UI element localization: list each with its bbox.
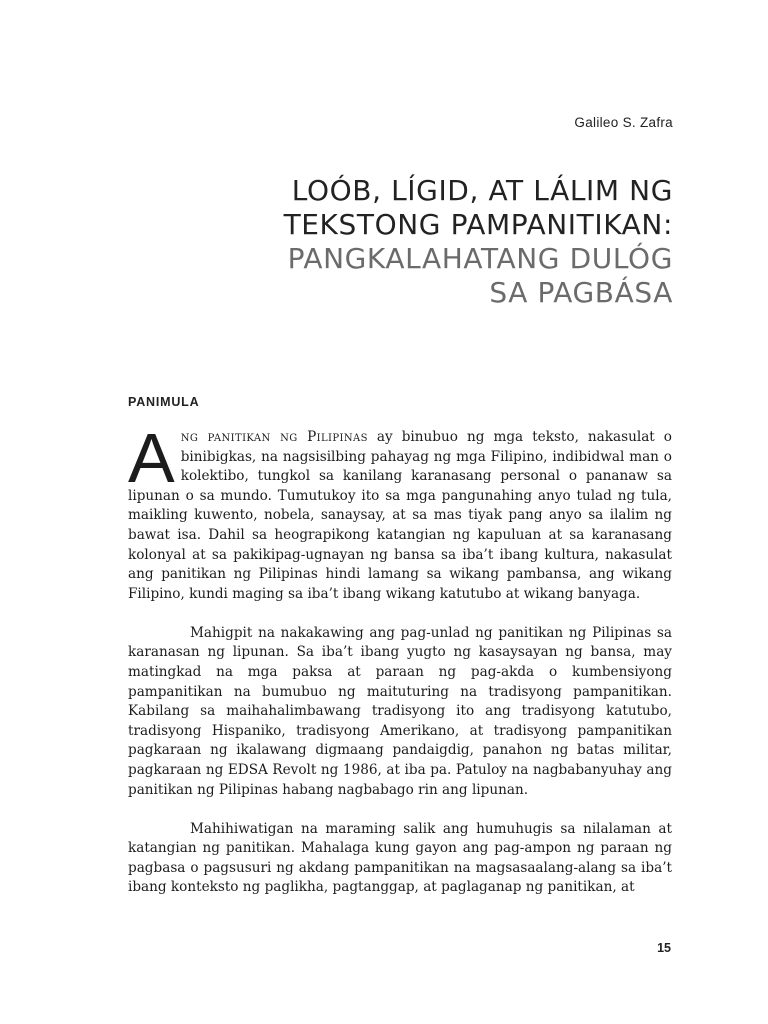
- drop-cap: A: [128, 419, 175, 497]
- subtitle-line-2: SA PAGBÁSA: [489, 276, 673, 309]
- paragraph-3: Mahihiwatigan na maraming salik ang humuhugis sa nilalaman at katangian ng panitikan. Mahalaga kung gayon ang pag-ampon ng paraan ng pagbasa o pagsusuri ng akdang pampanitikan na magsasaalang-alang sa iba’t ibang konteksto ng paglikha, pagtanggap, at paglaganap ng panitikan, at: [128, 820, 672, 896]
- paragraph-1-lead: ng panitikan ng Pilipinas: [180, 429, 368, 445]
- title-line-2: TEKSTONG PAMPANITIKAN:: [283, 208, 673, 241]
- body-text: [128, 419, 672, 918]
- author-name: Galileo S. Zafra: [574, 115, 673, 130]
- chapter-title: [113, 174, 673, 310]
- paragraph-1: [128, 419, 672, 604]
- title-line-1: LOÓB, LÍGID, AT LÁLIM NG: [291, 174, 673, 207]
- paragraph-2: Mahigpit na nakakawing ang pag-unlad ng panitikan ng Pilipinas sa karanasan ng lipunan. Sa iba’t ibang yugto ng kasaysayan ng bansa, may matingkad na mga paksa at paraan ng pag-akda o kumbensiyong pampanitikan na bumubuo ng maituturing na tradisyong pampanitikan. Kabilang sa maihahalimbawang tradisyong ito ang tradisyong katutubo, tradisyong Hispaniko, tradisyong Amerikano, at tradisyong pampanitikan pagkaraan ng ikalawang digmaang pandaigdig, panahon ng batas militar, pagkaraan ng EDSA Revolt ng 1986, at iba pa. Patuloy na nagbabanyuhay ang panitikan ng Pilipinas habang nagbabago rin ang lipunan.: [128, 624, 672, 798]
- page-number: 15: [657, 941, 671, 955]
- paragraph-1-text: ay binubuo ng mga teksto, nakasulat o binibigkas, na nagsisilbing pahayag ng mga Filipino, indibidwal man o kolektibo, tungkol sa kanilang karanasang personal o pananaw sa lipunan o sa mundo. Tumutukoy ito sa mga pangunahing anyo tulad ng tula, maikling kuwento, nobela, sanaysay, at sa mas tiyak pang anyo sa ilalim ng bawat isa. Dahil sa heograpikong katangian ng kapuluan at sa karanasang kolonyal at sa pakikipag-ugnayan ng bansa sa iba’t ibang kultura, nakasulat ang panitikan ng Pilipinas hindi lamang sa wikang pambansa, ang wikang Filipino, kundi maging sa iba’t ibang wikang katutubo at wikang banyaga.: [128, 429, 672, 602]
- subtitle-line-1: PANGKALAHATANG DULÓG: [287, 242, 673, 275]
- section-heading: PANIMULA: [128, 395, 200, 409]
